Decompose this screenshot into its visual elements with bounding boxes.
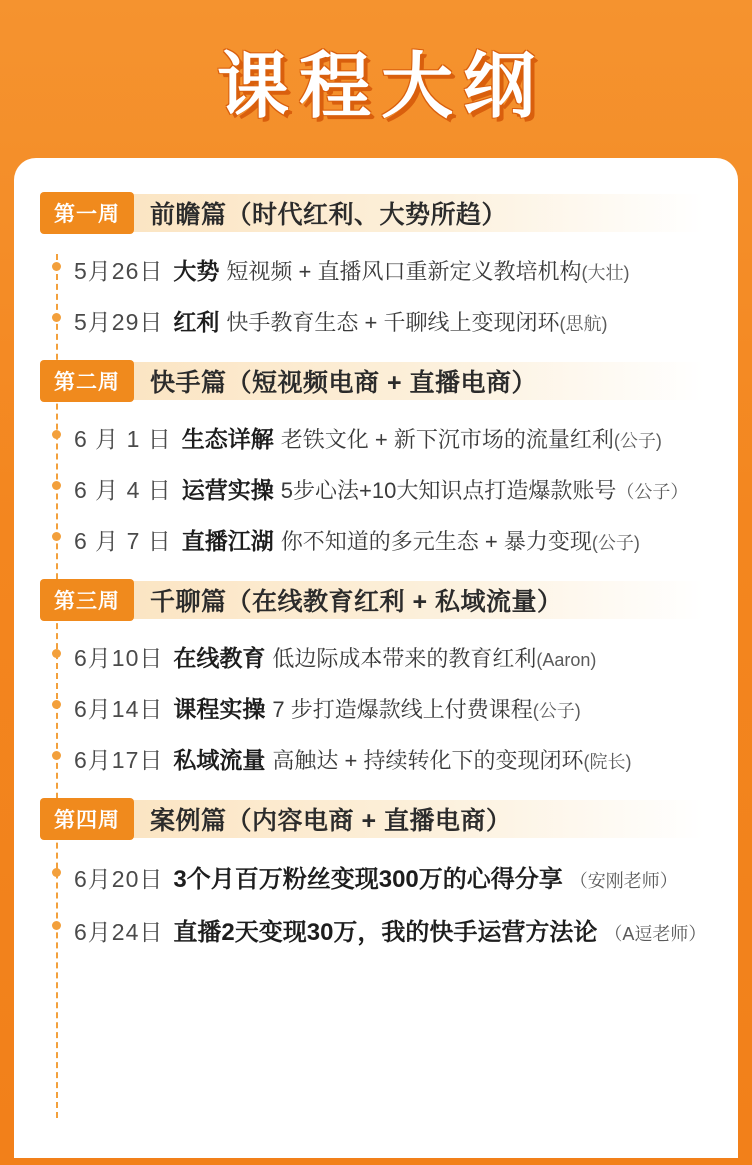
lesson-desc: 老铁文化 + 新下沉市场的流量红利 bbox=[280, 427, 614, 452]
bullet-dot-icon bbox=[52, 313, 61, 322]
lesson-desc: 短视频 + 直播风口重新定义教培机构 bbox=[226, 259, 582, 284]
week-badge: 第三周 bbox=[40, 579, 134, 621]
bullet-dot-icon bbox=[52, 430, 61, 439]
week-header bbox=[40, 360, 712, 402]
list-item bbox=[40, 850, 712, 903]
lesson-date: 5月29日 bbox=[74, 309, 164, 335]
list-item bbox=[40, 631, 712, 682]
lesson-author: (公子) bbox=[613, 431, 662, 451]
lesson-desc: 高触达 + 持续转化下的变现闭环 bbox=[272, 748, 584, 773]
week-header bbox=[40, 579, 712, 621]
lesson-author: (公子) bbox=[532, 701, 581, 721]
lesson-desc: 你不知道的多元生态 + 暴力变现 bbox=[280, 529, 592, 554]
lesson-author: （A逗老师） bbox=[604, 924, 707, 944]
week-block bbox=[40, 579, 712, 784]
week-title: 案例篇（内容电商 + 直播电商） bbox=[150, 807, 512, 835]
week-title: 千聊篇（在线教育红利 + 私域流量） bbox=[150, 588, 563, 616]
week-header bbox=[40, 798, 712, 840]
bullet-dot-icon bbox=[52, 532, 61, 541]
lesson-author: (思航) bbox=[559, 314, 608, 334]
bullet-dot-icon bbox=[52, 868, 61, 877]
week-badge: 第二周 bbox=[40, 360, 134, 402]
lesson-keyword: 运营实操 bbox=[181, 477, 274, 503]
lesson-desc: 7 步打造爆款线上付费课程 bbox=[272, 697, 533, 722]
bullet-dot-icon bbox=[52, 649, 61, 658]
list-item bbox=[40, 733, 712, 784]
lesson-author: （公子） bbox=[616, 482, 689, 502]
lesson-author: (公子) bbox=[591, 533, 640, 553]
bullet-dot-icon bbox=[52, 921, 61, 930]
week-title: 快手篇（短视频电商 + 直播电商） bbox=[150, 369, 537, 397]
list-item bbox=[40, 463, 712, 514]
lesson-desc: 低边际成本带来的教育红利 bbox=[272, 646, 537, 671]
week-header bbox=[40, 192, 712, 234]
lesson-author: (院长) bbox=[583, 752, 632, 772]
lesson-desc: 快手教育生态 + 千聊线上变现闭环 bbox=[226, 310, 560, 335]
page-title: 课程大纲 bbox=[216, 44, 545, 128]
list-item bbox=[40, 412, 712, 463]
bullet-dot-icon bbox=[52, 700, 61, 709]
lesson-keyword: 直播2天变现30万，我的快手运营方法论 bbox=[173, 919, 598, 946]
lesson-desc: 5步心法+10大知识点打造爆款账号 bbox=[280, 478, 617, 503]
bullet-dot-icon bbox=[52, 481, 61, 490]
lesson-keyword: 课程实操 bbox=[173, 696, 266, 722]
outline-card bbox=[14, 158, 738, 1158]
lesson-date: 6 月 4 日 bbox=[74, 477, 172, 503]
list-item bbox=[40, 244, 712, 295]
lesson-date: 6月14日 bbox=[74, 696, 164, 722]
lesson-date: 6月10日 bbox=[74, 645, 164, 671]
lesson-author: （安刚老师） bbox=[569, 871, 678, 891]
lesson-date: 6月17日 bbox=[74, 747, 164, 773]
list-item bbox=[40, 682, 712, 733]
lesson-keyword: 直播江湖 bbox=[181, 528, 274, 554]
list-item bbox=[40, 295, 712, 346]
lesson-keyword: 大势 bbox=[173, 258, 220, 284]
lesson-author: (Aaron) bbox=[536, 650, 597, 670]
lesson-keyword: 私域流量 bbox=[173, 747, 266, 773]
lesson-date: 6 月 7 日 bbox=[74, 528, 172, 554]
lesson-keyword: 3个月百万粉丝变现300万的心得分享 bbox=[173, 866, 563, 893]
bullet-dot-icon bbox=[52, 262, 61, 271]
bullet-dot-icon bbox=[52, 751, 61, 760]
lesson-date: 6月20日 bbox=[74, 866, 164, 892]
lesson-keyword: 红利 bbox=[173, 309, 220, 335]
lesson-keyword: 生态详解 bbox=[181, 426, 274, 452]
week-block bbox=[40, 798, 712, 956]
poster-header bbox=[0, 0, 752, 160]
lesson-date: 6月24日 bbox=[74, 919, 164, 945]
lesson-author: (大壮) bbox=[581, 263, 630, 283]
lesson-date: 5月26日 bbox=[74, 258, 164, 284]
list-item bbox=[40, 903, 712, 956]
week-badge: 第一周 bbox=[40, 192, 134, 234]
week-block bbox=[40, 192, 712, 346]
lesson-keyword: 在线教育 bbox=[173, 645, 266, 671]
week-badge: 第四周 bbox=[40, 798, 134, 840]
list-item bbox=[40, 514, 712, 565]
lesson-date: 6 月 1 日 bbox=[74, 426, 172, 452]
week-block bbox=[40, 360, 712, 565]
week-title: 前瞻篇（时代红利、大势所趋） bbox=[150, 201, 508, 229]
